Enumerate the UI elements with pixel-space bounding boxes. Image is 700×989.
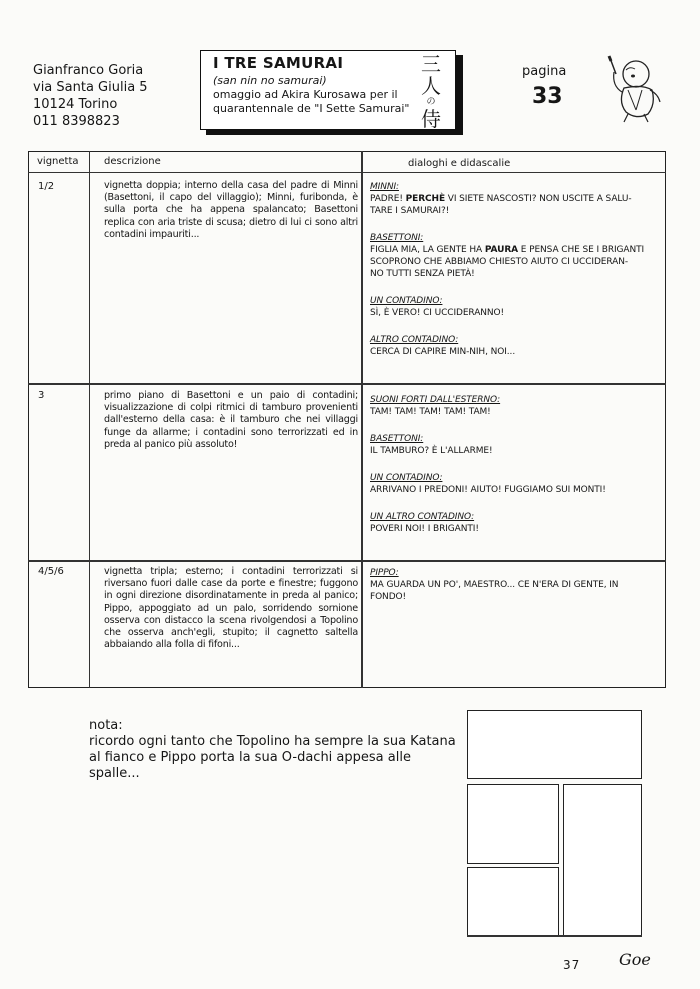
author-phone: 011 8398823 [33, 114, 120, 129]
column-divider-2 [361, 151, 363, 688]
title-line2: quarantennale de "I Sette Samurai" [213, 102, 410, 115]
dialog-line: MA GUARDA UN PO', MAESTRO... CE N'ERA DI GENTE, IN [370, 580, 619, 590]
dialog-line: FONDO! [370, 592, 407, 602]
title-subtitle: (san nin no samurai) [213, 74, 327, 87]
layout-panel-bottom-left [467, 867, 559, 937]
dialog-line: NO TUTTI SENZA PIETÀ! [370, 269, 475, 279]
dialog-line: SÌ, È VERO! CI UCCIDERANNO! [370, 308, 505, 318]
dialog-line: SCOPRONO CHE ABBIAMO CHIESTO AIUTO CI UCCIDERAN- [370, 257, 628, 267]
mascot-icon [598, 50, 666, 124]
author-block [33, 62, 148, 130]
dialog-line: TARE I SAMURAI?! [370, 206, 450, 216]
layout-panel-top [467, 710, 642, 779]
nota-label: nota: [89, 718, 123, 733]
page-label: pagina [522, 64, 567, 79]
row-2-number: 3 [38, 390, 45, 401]
kanji-samurai: 侍 [421, 107, 441, 131]
header-vignetta: vignetta [37, 156, 79, 167]
row-1-number: 1/2 [38, 181, 55, 192]
dialog-line: TAM! TAM! TAM! TAM! TAM! [370, 407, 491, 417]
speaker-suoni: SUONI FORTI DALL'ESTERNO: [370, 395, 501, 405]
author-city: 10124 Torino [33, 97, 118, 112]
row-divider-1 [28, 383, 666, 385]
signature [619, 950, 651, 969]
layout-panel-middle-left [467, 784, 559, 864]
author-street: via Santa Giulia 5 [33, 80, 148, 95]
title-main: I TRE SAMURAI [213, 54, 344, 72]
column-divider-1 [89, 151, 90, 688]
kanji-no: の [426, 97, 436, 107]
speaker-un-altro-contadino: UN ALTRO CONTADINO: [370, 512, 475, 522]
row-3-description: vignetta tripla; esterno; i contadini terrorizzati si riversano fuori dalle case da porte e finestre; fuggono in ogni direzione disordinatamente in preda al panico; Pippo, appoggiato ad un palo, sorridendo sornione osserva con distacco la scena rivolgendosi a Topolino che osserva anch'egli, stupito; il cagnetto saltella abbaiando alla folla di fifoni... [104, 566, 358, 651]
dialog-line: IL TAMBURO? È L'ALLARME! [370, 446, 493, 456]
nota-line-2: al fianco e Pippo porta la sua O-dachi appesa alle spalle... [89, 750, 411, 781]
page-number: 33 [532, 84, 563, 109]
dialog-line: POVERI NOI! I BRIGANTI! [370, 524, 479, 534]
row-3-dialogs [370, 567, 655, 603]
header-divider [28, 172, 666, 173]
layout-panel-bottom-wide-line [467, 935, 642, 937]
author-name: Gianfranco Goria [33, 63, 144, 78]
layout-panel-right [563, 784, 642, 937]
row-3-number: 4/5/6 [38, 566, 64, 577]
kanji-column [419, 53, 443, 130]
speaker-basettoni: BASETTONI: [370, 434, 424, 444]
speaker-un-contadino: UN CONTADINO: [370, 296, 443, 306]
title-box [200, 50, 456, 130]
speaker-basettoni: BASETTONI: [370, 233, 424, 243]
dialog-line: CERCA DI CAPIRE MIN-NIH, NOI... [370, 347, 516, 357]
dialog-line: FIGLIA MIA, LA GENTE HA PAURA E PENSA CHE SE I BRIGANTI [370, 245, 645, 255]
dialog-line: ARRIVANO I PREDONI! AIUTO! FUGGIAMO SUI MONTI! [370, 485, 606, 495]
dialog-line: PADRE! PERCHÈ VI SIETE NASCOSTI? NON USCITE A SALU- [370, 194, 632, 204]
row-1-dialogs [370, 181, 655, 358]
row-divider-2 [28, 560, 666, 562]
title-line1: omaggio ad Akira Kurosawa per il [213, 88, 398, 101]
speaker-un-contadino: UN CONTADINO: [370, 473, 443, 483]
nota-block [89, 718, 459, 782]
speaker-altro-contadino: ALTRO CONTADINO: [370, 335, 459, 345]
nota-line-1: ricordo ogni tanto che Topolino ha sempre la sua Katana [89, 734, 456, 749]
speaker-minni: MINNI: [370, 182, 399, 192]
row-2-dialogs [370, 394, 655, 535]
header-dialoghi: dialoghi e didascalie [408, 158, 511, 169]
row-2-description: primo piano di Basettoni e un paio di contadini; visualizzazione di colpi ritmici di tamburo provenienti dall'esterno della casa: è il tamburo che nei villaggi funge da allarme; i contadini sono terrorizzati ed in preda al panico più assoluto! [104, 390, 358, 450]
header-descrizione: descrizione [104, 156, 161, 167]
kanji-nin: 人 [421, 74, 441, 98]
speaker-pippo: PIPPO: [370, 568, 399, 578]
row-1-description: vignetta doppia; interno della casa del padre di Minni (Basettoni, il capo del villaggio); Minni, furibonda, è sulla porta che ha appena spalancato; Basettoni replica con aria triste di scusa; dietro di lui ci sono altri contadini impauriti... [104, 180, 358, 240]
kanji-san: 三 [421, 52, 441, 76]
footer-page-number: 37 [563, 958, 581, 972]
signature-text: Goe [619, 950, 651, 969]
